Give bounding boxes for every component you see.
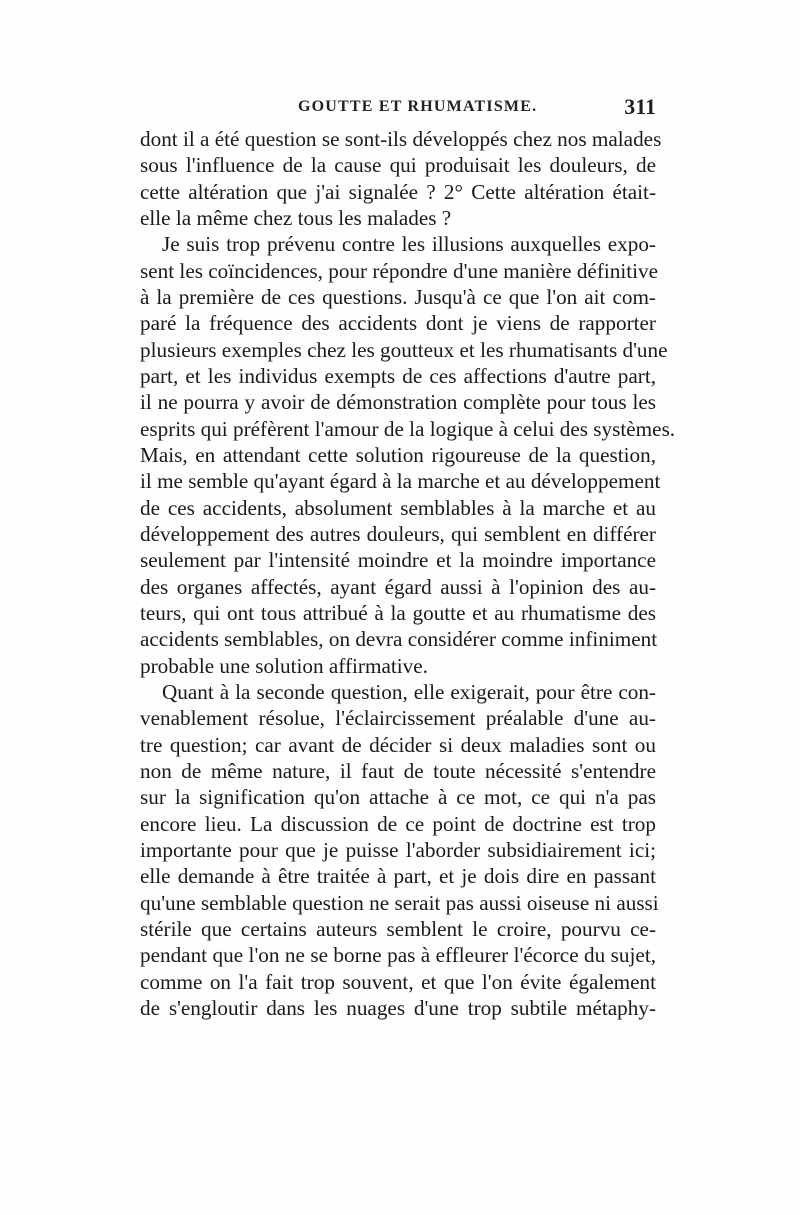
text-line: dont il a été question se sont-ils développés chez nos malades bbox=[140, 127, 662, 151]
text-line: tre question; car avant de décider si deux maladies sont ou bbox=[140, 732, 656, 757]
text-line: qu'une semblable question ne serait pas aussi oiseuse ni aussi bbox=[140, 890, 659, 915]
text-line: des organes affectés, ayant égard aussi à l'opinion des au- bbox=[140, 574, 656, 599]
text-line: pendant que l'on ne se borne pas à effleurer l'écorce du sujet, bbox=[140, 943, 656, 968]
text-line: teurs, qui ont tous attribué à la goutte et au rhumatisme des bbox=[140, 600, 656, 625]
text-line: de s'engloutir dans les nuages d'une trop subtile métaphy- bbox=[140, 995, 656, 1020]
text-line: Je suis trop prévenu contre les illusions auxquelles expo- bbox=[162, 232, 656, 257]
text-line: non de même nature, il faut de toute nécessité s'entendre bbox=[140, 758, 656, 783]
text-line: comme on l'a fait trop souvent, et que l'on évite également bbox=[140, 969, 656, 994]
text-line: Mais, en attendant cette solution rigoureuse de la question, bbox=[140, 442, 656, 467]
text-line: sent les coïncidences, pour répondre d'une manière définitive bbox=[140, 258, 659, 283]
text-line: elle demande à être traitée à part, et je dois dire en passant bbox=[140, 864, 656, 889]
running-title: GOUTTE ET RHUMATISME. bbox=[298, 98, 538, 115]
text-line: stérile que certains auteurs semblent le croire, pourvu ce- bbox=[140, 916, 656, 941]
page-number: 311 bbox=[624, 94, 656, 119]
text-line: plusieurs exemples chez les goutteux et les rhumatisants d'une bbox=[140, 337, 668, 362]
text-line: développement des autres douleurs, qui semblent en différer bbox=[140, 521, 656, 546]
text-line: paré la fréquence des accidents dont je viens de rapporter bbox=[140, 311, 656, 336]
text-line: accidents semblables, on devra considérer comme infiniment bbox=[140, 627, 658, 652]
text-line: esprits qui préfèrent l'amour de la logique à celui des systèmes. bbox=[140, 416, 676, 441]
text-line: sur la signification qu'on attache à ce mot, ce qui n'a pas bbox=[140, 785, 656, 810]
text-line: elle la même chez tous les malades ? bbox=[140, 205, 452, 230]
page-header bbox=[140, 94, 656, 124]
text-line: à la première de ces questions. Jusqu'à ce que l'on ait com- bbox=[140, 284, 656, 309]
text-line: il ne pourra y avoir de démonstration complète pour tous les bbox=[140, 390, 656, 415]
text-line: il me semble qu'ayant égard à la marche et au développement bbox=[140, 469, 661, 494]
text-line: sous l'influence de la cause qui produisait les douleurs, de bbox=[140, 153, 656, 178]
text-line: de ces accidents, absolument semblables à la marche et au bbox=[140, 495, 656, 520]
text-line: seulement par l'intensité moindre et la moindre importance bbox=[140, 548, 656, 573]
text-line: Quant à la seconde question, elle exigerait, pour être con- bbox=[162, 679, 656, 704]
text-line: importante pour que je puisse l'aborder subsidiairement ici; bbox=[140, 837, 656, 862]
text-line: part, et les individus exempts de ces affections d'autre part, bbox=[140, 363, 656, 388]
text-line: cette altération que j'ai signalée ? 2° Cette altération était- bbox=[140, 179, 656, 204]
text-line: venablement résolue, l'éclaircissement préalable d'une au- bbox=[140, 706, 656, 731]
text-line: probable une solution affirmative. bbox=[140, 653, 428, 678]
body-text bbox=[140, 126, 676, 1021]
text-line: encore lieu. La discussion de ce point de doctrine est trop bbox=[140, 811, 656, 836]
